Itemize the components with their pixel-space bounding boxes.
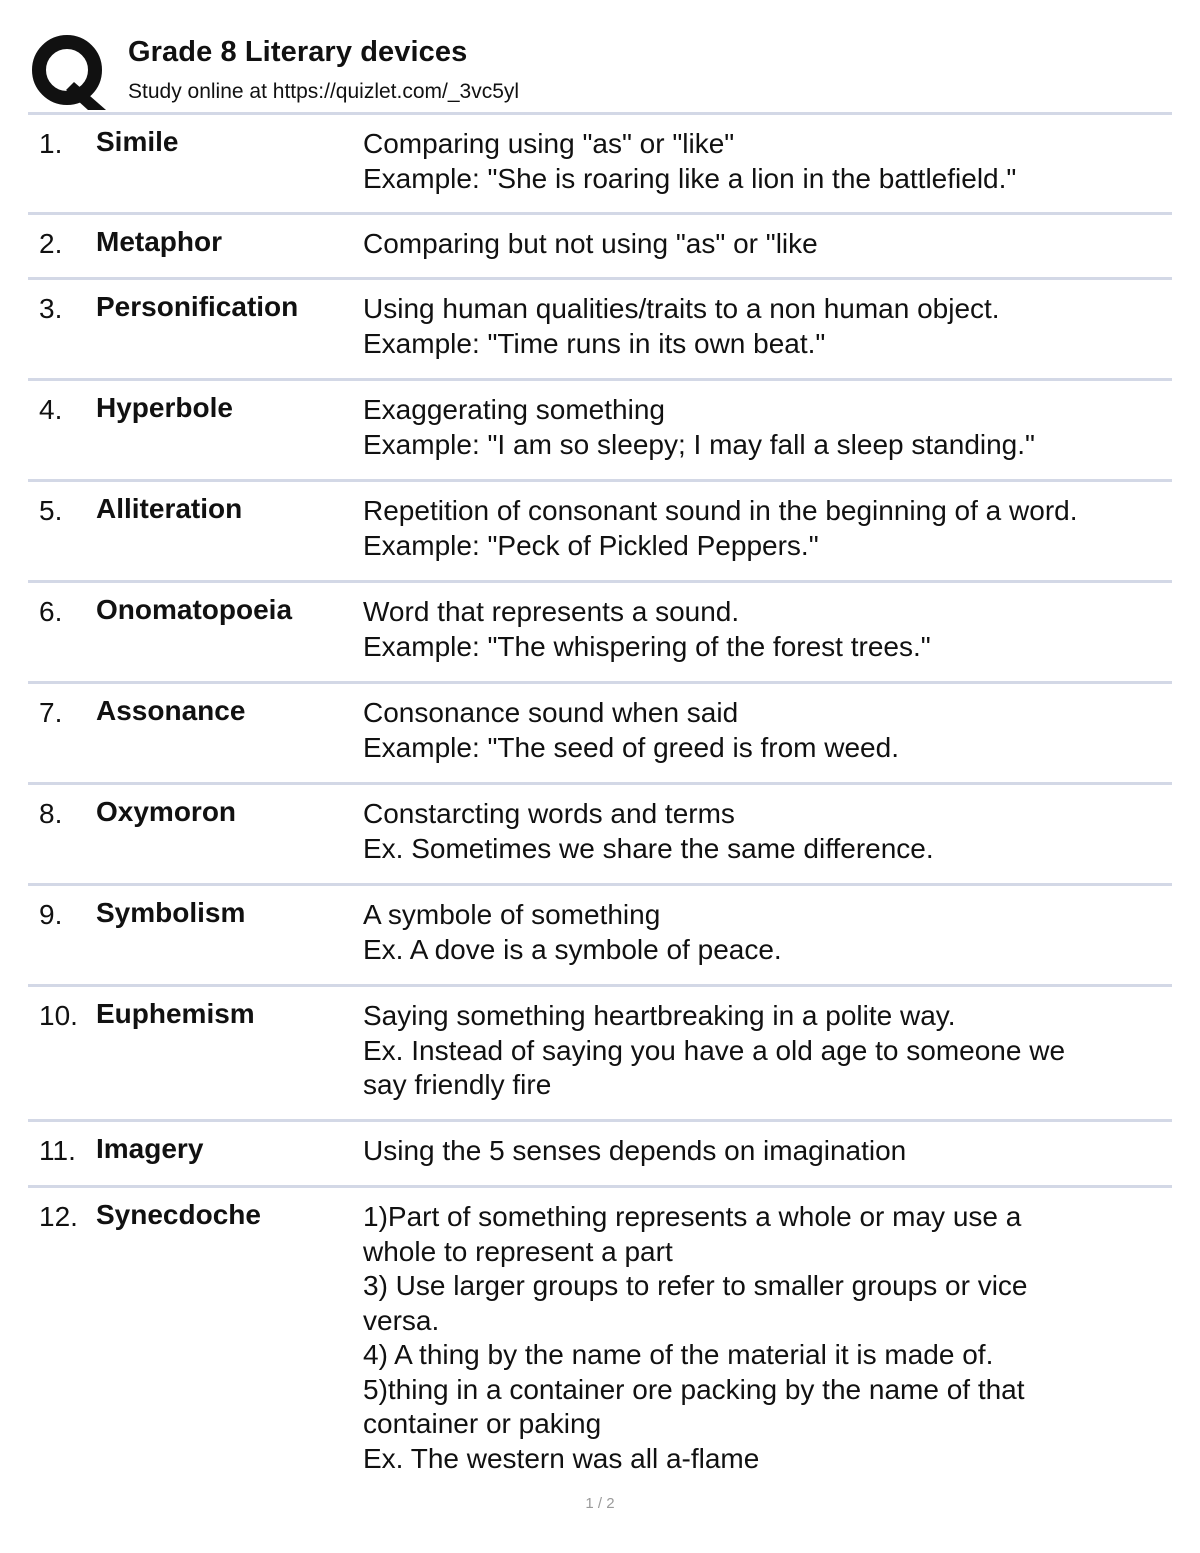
card-term: Imagery xyxy=(96,1133,204,1164)
card-definition: Constarcting words and terms Ex. Sometimes we share the same difference. xyxy=(363,798,934,864)
card-number: 8. xyxy=(39,798,63,829)
flashcard-row xyxy=(28,115,1172,215)
card-definition: Exaggerating something Example: "I am so sleepy; I may fall a sleep standing." xyxy=(363,394,1035,460)
card-number: 2. xyxy=(39,228,63,259)
flashcard-row xyxy=(28,1122,1172,1188)
card-definition: Consonance sound when said Example: "The seed of greed is from weed. xyxy=(363,697,899,763)
flashcard-row xyxy=(28,785,1172,886)
card-term: Alliteration xyxy=(96,493,243,524)
card-term: Symbolism xyxy=(96,897,246,928)
flashcard-list xyxy=(28,115,1172,1478)
card-number: 1. xyxy=(39,128,63,159)
card-number: 6. xyxy=(39,596,63,627)
card-definition: Comparing using "as" or "like" Example: "She is roaring like a lion in the battlefield." xyxy=(363,128,1017,194)
flashcard-row xyxy=(28,987,1172,1122)
document-title: Grade 8 Literary devices xyxy=(128,36,468,68)
card-number: 11. xyxy=(39,1135,76,1166)
card-number: 10. xyxy=(39,1000,78,1031)
card-definition: Word that represents a sound. Example: "The whispering of the forest trees." xyxy=(363,596,931,662)
card-number: 3. xyxy=(39,293,63,324)
card-definition: Using human qualities/traits to a non human object. Example: "Time runs in its own beat." xyxy=(363,293,1000,359)
card-definition: Comparing but not using "as" or "like xyxy=(363,228,818,259)
page-number: 1 / 2 xyxy=(585,1495,615,1512)
flashcard-row xyxy=(28,215,1172,280)
flashcard-row xyxy=(28,280,1172,381)
card-term: Assonance xyxy=(96,695,246,726)
card-definition: A symbole of something Ex. A dove is a symbole of peace. xyxy=(363,899,782,965)
card-definition: Using the 5 senses depends on imagination xyxy=(363,1135,907,1166)
card-number: 9. xyxy=(39,899,63,930)
document-header xyxy=(30,30,1172,110)
card-number: 5. xyxy=(39,495,63,526)
quizlet-logo-icon xyxy=(30,32,106,110)
flashcard-row xyxy=(28,1188,1172,1478)
flashcard-row xyxy=(28,381,1172,482)
study-online-link-text: Study online at https://quizlet.com/_3vc5yl xyxy=(128,80,520,103)
card-definition: Repetition of consonant sound in the beginning of a word. Example: "Peck of Pickled Peppers." xyxy=(363,495,1078,561)
card-term: Metaphor xyxy=(96,226,222,257)
card-definition: Saying something heartbreaking in a polite way. Ex. Instead of saying you have a old age to someone we say friendly fire xyxy=(363,1000,1066,1100)
flashcard-row xyxy=(28,482,1172,583)
flashcard-row xyxy=(28,583,1172,684)
flashcard-row xyxy=(28,886,1172,987)
card-number: 12. xyxy=(39,1201,78,1232)
flashcard-row xyxy=(28,684,1172,785)
card-term: Hyperbole xyxy=(96,392,233,423)
card-term: Onomatopoeia xyxy=(96,594,293,625)
card-term: Synecdoche xyxy=(96,1199,261,1230)
card-number: 4. xyxy=(39,394,63,425)
card-number: 7. xyxy=(39,697,63,728)
card-term: Personification xyxy=(96,291,299,322)
card-term: Euphemism xyxy=(96,998,255,1029)
card-definition: 1)Part of something represents a whole or may use a whole to represent a part 3) Use larger groups to refer to smaller groups or vice versa. 4) A thing by the name of the material it is made of. 5)thing in a container ore packing by the name of that container or paking Ex. The western was all a-flame xyxy=(363,1201,1028,1474)
card-term: Oxymoron xyxy=(96,796,237,827)
card-term: Simile xyxy=(96,126,179,157)
